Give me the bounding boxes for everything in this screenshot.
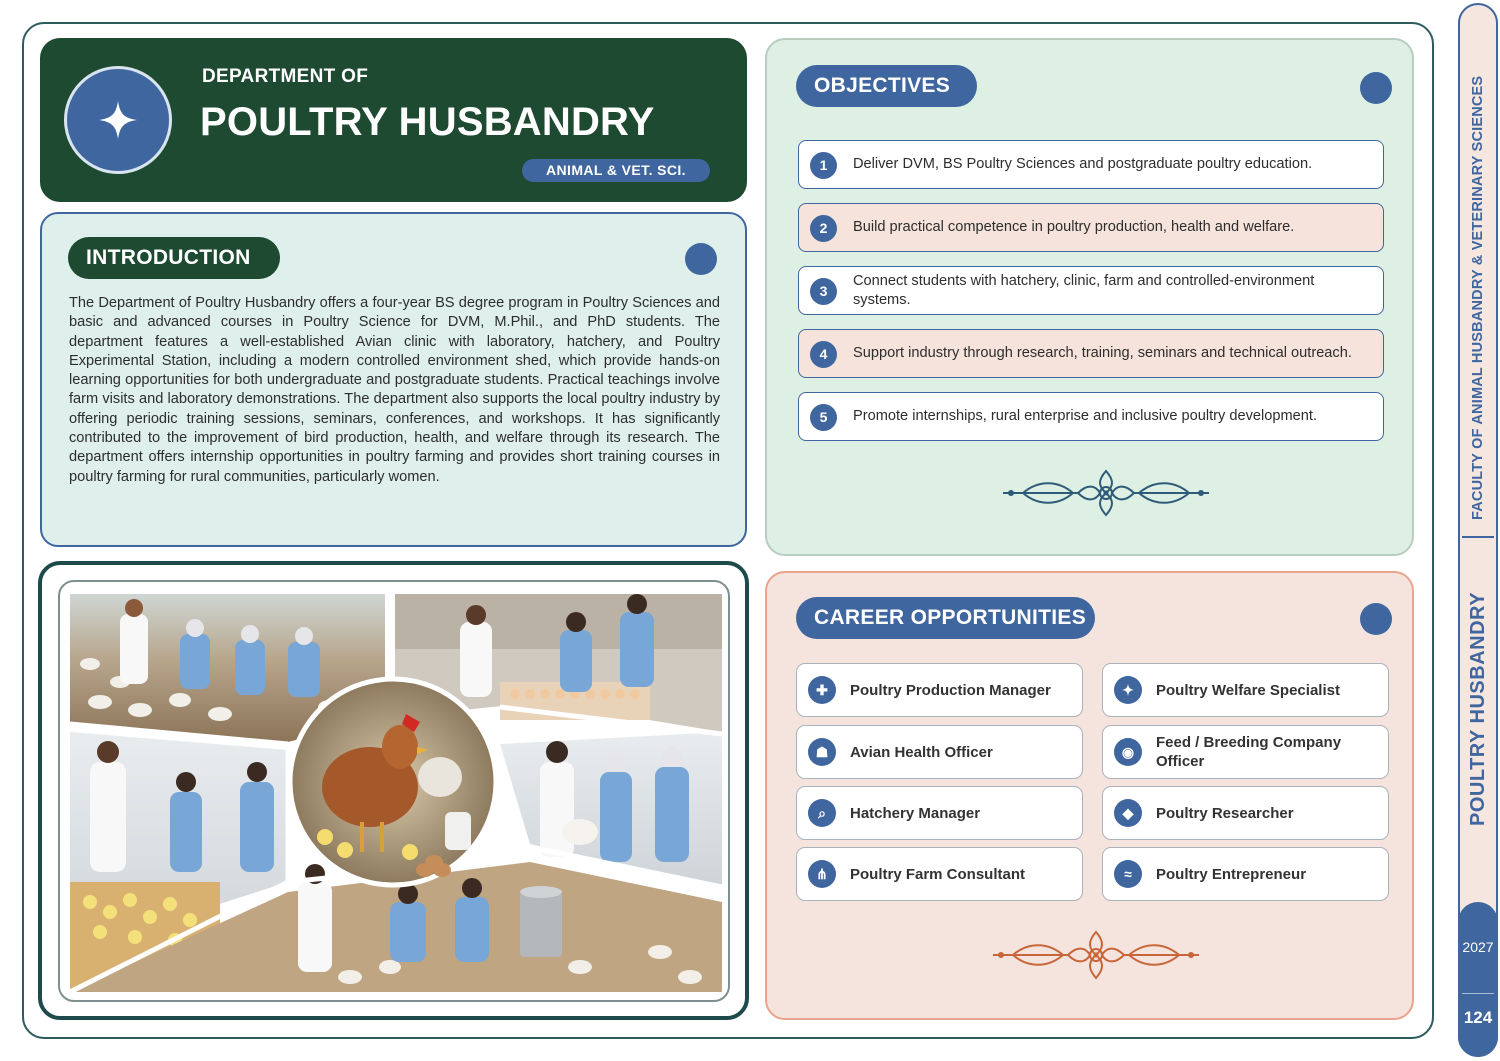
introduction-heading: INTRODUCTION (68, 237, 280, 279)
objective-item (798, 266, 1384, 315)
objective-number: 5 (810, 404, 837, 431)
tree-icon: ⋔ (808, 860, 836, 888)
career-label: Poultry Welfare Specialist (1156, 681, 1340, 699)
diamond-icon: ◆ (1114, 799, 1142, 827)
career-card (796, 725, 1083, 779)
career-label: Hatchery Manager (850, 804, 981, 822)
career-label: Avian Health Officer (850, 743, 993, 761)
photo-collage-panel (38, 561, 749, 1020)
career-card (1102, 847, 1389, 901)
career-card (796, 786, 1083, 840)
page-number: 124 (1463, 1008, 1493, 1027)
career-label: Poultry Production Manager (850, 681, 1051, 699)
objective-text: Promote internships, rural enterprise and inclusive poultry development. (853, 408, 1317, 424)
magnifier-icon: ⌕ (808, 799, 836, 827)
objective-item (798, 203, 1384, 252)
career-card (796, 847, 1083, 901)
objective-item (798, 329, 1384, 378)
objective-text: Deliver DVM, BS Poultry Sciences and postgraduate poultry education. (853, 156, 1313, 172)
department-of-label: DEPARTMENT OF (202, 66, 369, 87)
poultry-collage-image (60, 582, 730, 1002)
career-card (1102, 786, 1389, 840)
career-label: Feed / Breeding Company Officer (1156, 734, 1342, 770)
objective-item (798, 140, 1384, 189)
section-dot-icon (1360, 603, 1392, 635)
wave-icon: ≈ (1114, 860, 1142, 888)
ornament-divider-icon (1003, 468, 1209, 518)
sparkle-icon (99, 101, 137, 139)
department-logo (64, 66, 172, 174)
section-dot-icon (1360, 72, 1392, 104)
objectives-heading: OBJECTIVES (796, 65, 977, 107)
career-card (1102, 725, 1389, 779)
objective-number: 3 (810, 278, 837, 305)
section-dot-icon (685, 243, 717, 275)
career-label: Poultry Researcher (1156, 804, 1294, 822)
rail-divider (1462, 536, 1494, 538)
objective-text: Connect students with hatchery, clinic, farm and controlled-environment systems. (853, 272, 1315, 308)
objective-number: 1 (810, 152, 837, 179)
objectives-panel (765, 38, 1414, 556)
department-tag-badge: ANIMAL & VET. SCI. (522, 159, 710, 182)
careers-heading: CAREER OPPORTUNITIES (796, 597, 1095, 639)
introduction-text: The Department of Poultry Husbandry offers a four-year BS degree program in Poultry Sciences and basic and advanced courses in Poultry Science for DVM, M.Phil., and PhD students. The department features a well-established Avian clinic with laboratory, hatchery, and Poultry Experimental Station, including a modern controlled environment shed, which provide hands-on learning opportunities for both undergraduate and postgraduate students. Practical teachings involve farm visits and laboratory demonstrations. The department also supports the local poultry industry by offering periodic training sessions, seminars, conferences, and workshops. It has significantly contributed to the improvement of bird production, health, and welfare through its research. The department offers internship opportunities in poultry farming and provides short training courses in poultry farming for rural communities, particularly women. (69, 295, 720, 485)
introduction-panel (40, 212, 747, 547)
target-icon: ◉ (1114, 738, 1142, 766)
career-label: Poultry Farm Consultant (850, 865, 1026, 883)
bird-icon: ☗ (808, 738, 836, 766)
year-label: 2027 (1462, 939, 1494, 955)
department-title: POULTRY HUSBANDRY (200, 100, 655, 144)
rail-footer-divider (1462, 993, 1494, 994)
objective-number: 4 (810, 341, 837, 368)
plus-icon: ✚ (808, 676, 836, 704)
objective-item (798, 392, 1384, 441)
career-label: Poultry Entrepreneur (1156, 865, 1307, 883)
photo-collage (58, 580, 730, 1002)
objective-text: Build practical competence in poultry production, health and welfare. (853, 219, 1295, 235)
objective-number: 2 (810, 215, 837, 242)
sparkle-icon: ✦ (1114, 676, 1142, 704)
faculty-vertical-label: FACULTY OF ANIMAL HUSBANDRY & VETERINARY SCIENCES (1470, 75, 1486, 520)
career-card (796, 663, 1083, 717)
career-opportunities-panel (765, 571, 1414, 1020)
rail-footer (1458, 902, 1498, 1057)
department-vertical-label: POULTRY HUSBANDRY (1467, 591, 1489, 826)
objective-text: Support industry through research, training, seminars and technical outreach. (853, 345, 1352, 361)
ornament-divider-icon (993, 929, 1199, 981)
career-card (1102, 663, 1389, 717)
